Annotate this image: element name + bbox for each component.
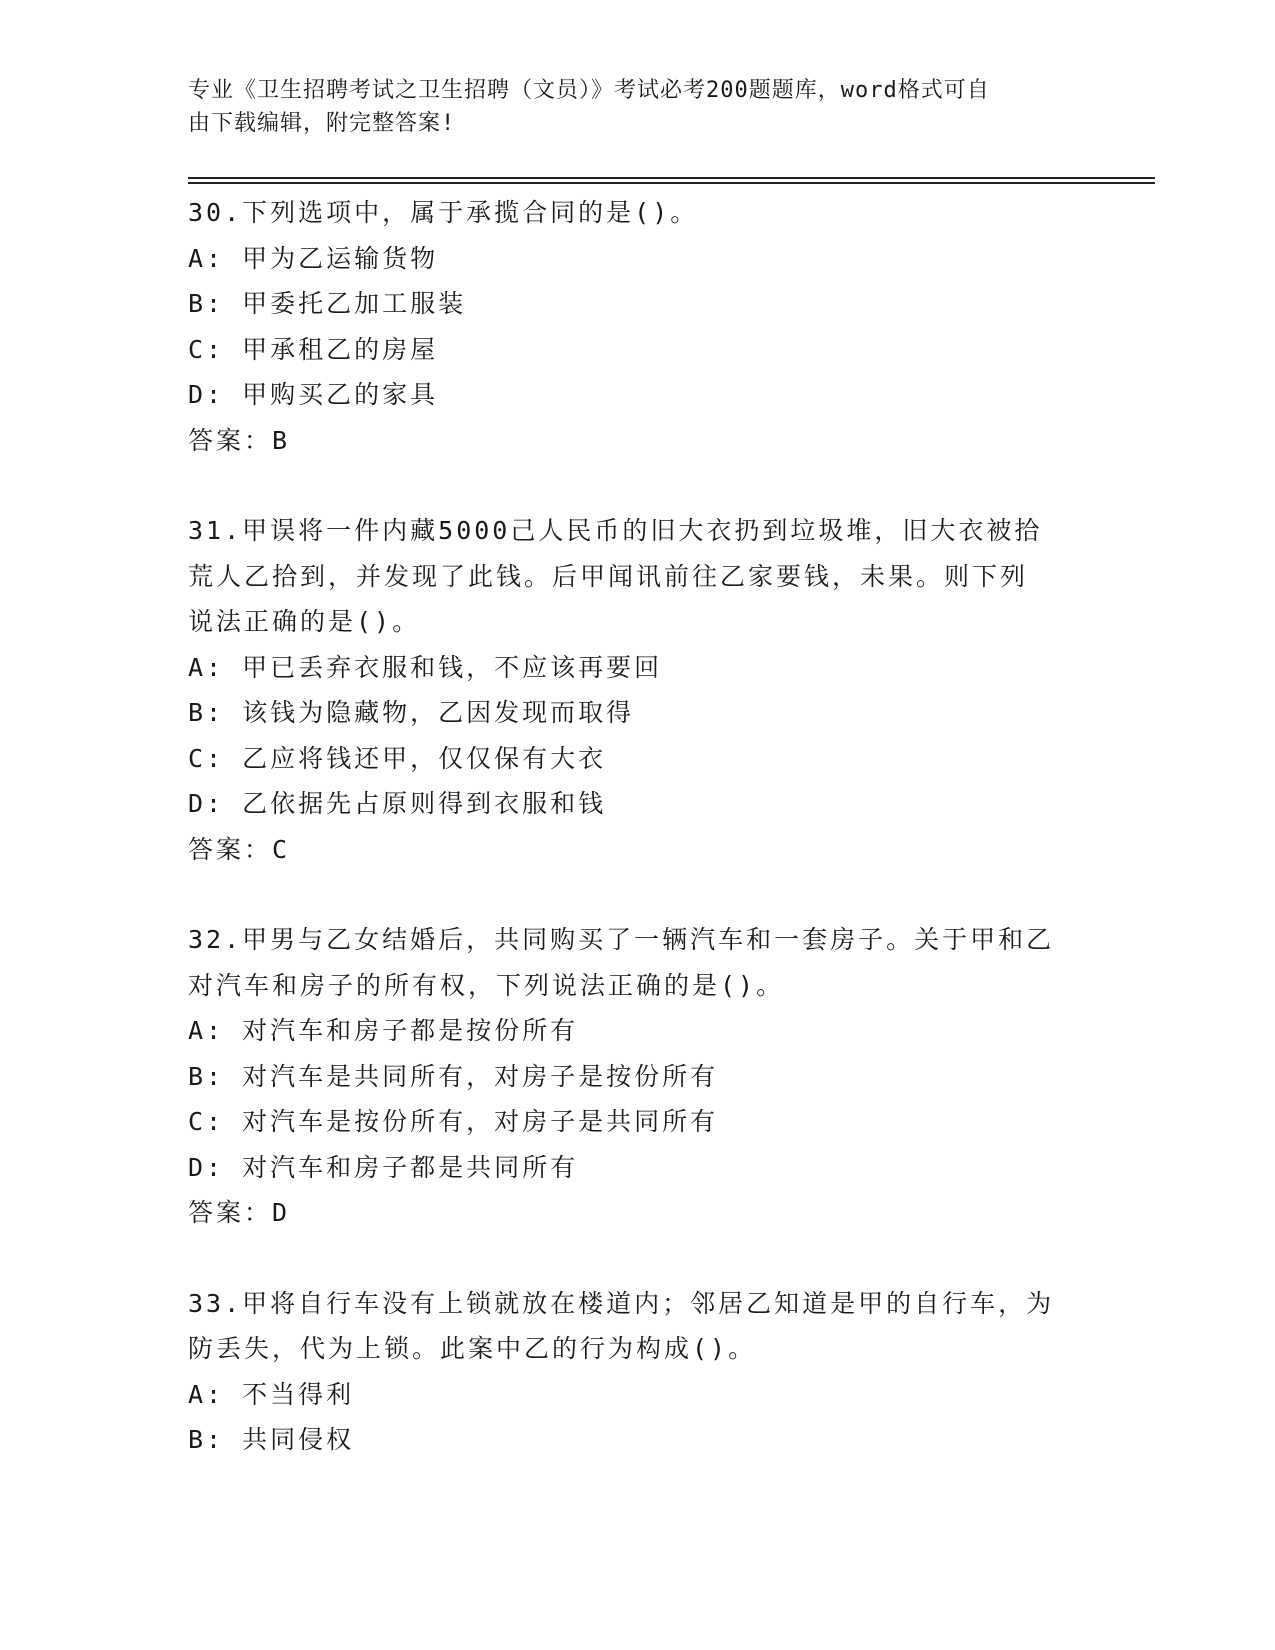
option-d: D: 对汽车和房子都是共同所有 <box>188 1152 579 1182</box>
header-line-2: 由下载编辑，附完整答案! <box>188 111 456 136</box>
question-stem: 荒人乙拾到，并发现了此钱。后甲闻讯前往乙家要钱，未果。则下列 <box>188 561 1029 591</box>
option-a: A: 甲为乙运输货物 <box>188 243 439 273</box>
document-header <box>188 74 1088 140</box>
option-d: D: 甲购买乙的家具 <box>188 380 439 409</box>
question-32 <box>188 917 1088 1236</box>
question-stem: 33.甲将自行车没有上锁就放在楼道内；邻居乙知道是甲的自行车，为 <box>188 1288 1055 1318</box>
question-30 <box>188 190 1088 463</box>
option-b: B: 该钱为隐藏物，乙因发现而取得 <box>188 698 635 727</box>
question-stem: 防丢失，代为上锁。此案中乙的行为构成()。 <box>188 1334 757 1363</box>
question-list <box>188 190 1088 1508</box>
option-d: D: 乙依据先占原则得到衣服和钱 <box>188 789 607 818</box>
option-c: C: 甲承租乙的房屋 <box>188 334 439 364</box>
option-a: A: 甲已丢弃衣服和钱，不应该再要回 <box>188 652 663 682</box>
question-stem: 30.下列选项中，属于承揽合同的是()。 <box>188 198 699 227</box>
option-b: B: 共同侵权 <box>188 1425 355 1454</box>
header-divider-top <box>188 177 1155 179</box>
answer: 答案：B <box>188 425 291 455</box>
header-line-1: 专业《卫生招聘考试之卫生招聘（文员）》考试必考200题题库，word格式可自 <box>188 78 990 103</box>
question-stem: 对汽车和房子的所有权，下列说法正确的是()。 <box>188 970 785 1000</box>
option-c: C: 乙应将钱还甲，仅仅保有大衣 <box>188 743 607 773</box>
answer: 答案：C <box>188 834 291 864</box>
option-a: A: 对汽车和房子都是按份所有 <box>188 1016 579 1045</box>
question-stem: 32.甲男与乙女结婚后，共同购买了一辆汽车和一套房子。关于甲和乙 <box>188 925 1055 954</box>
header-divider-bottom <box>188 182 1155 184</box>
question-33 <box>188 1281 1088 1463</box>
question-stem: 说法正确的是()。 <box>188 607 421 636</box>
answer: 答案：D <box>188 1198 291 1227</box>
option-a: A: 不当得利 <box>188 1379 355 1409</box>
option-c: C: 对汽车是按份所有，对房子是共同所有 <box>188 1107 719 1136</box>
question-stem: 31.甲误将一件内藏5000己人民币的旧大衣扔到垃圾堆，旧大衣被拾 <box>188 516 1043 545</box>
question-31 <box>188 508 1088 872</box>
option-b: B: 甲委托乙加工服装 <box>188 289 467 318</box>
option-b: B: 对汽车是共同所有，对房子是按份所有 <box>188 1061 719 1091</box>
